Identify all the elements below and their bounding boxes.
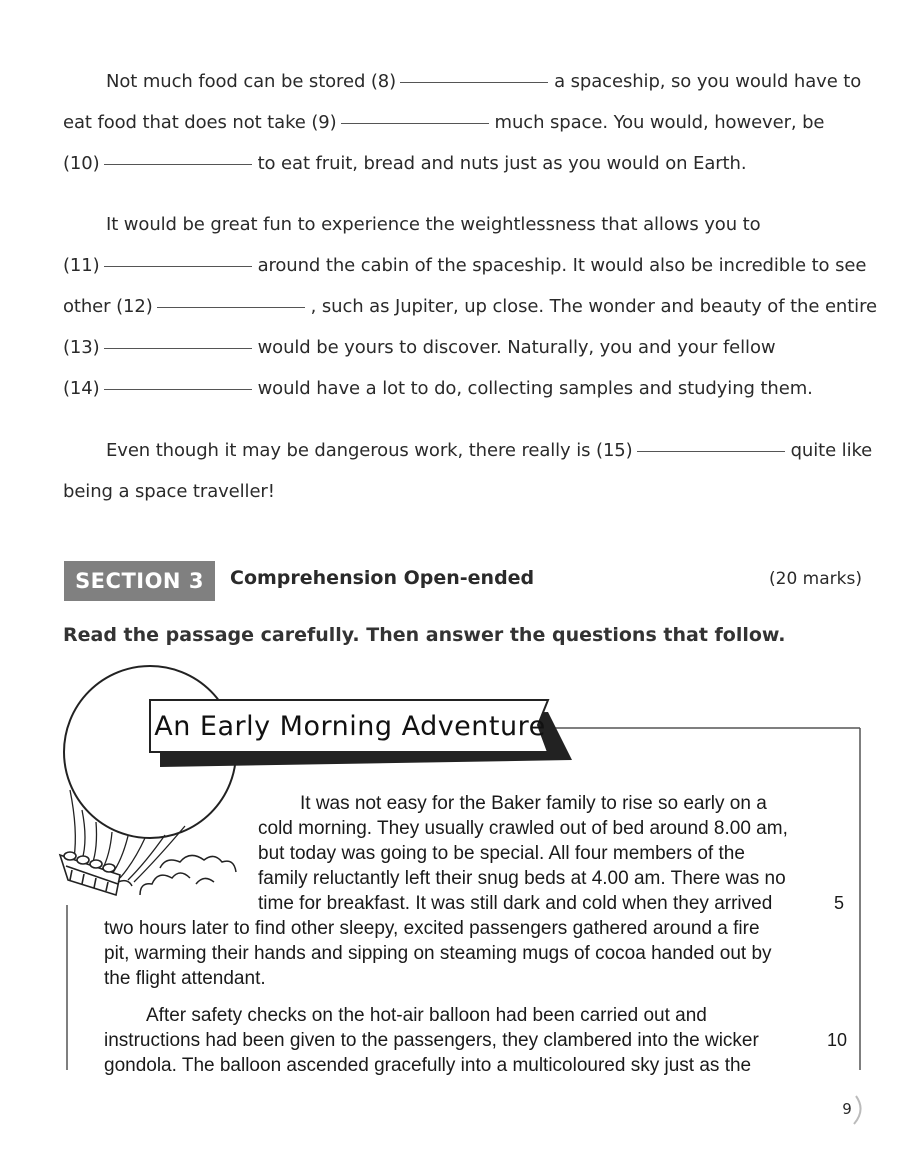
cloze-line: Not much food can be stored (8) a spaceship, so you would have to	[106, 71, 862, 92]
cloze-line: other (12) , such as Jupiter, up close. The wonder and beauty of the entire	[63, 296, 877, 317]
story-line: two hours later to find other sleepy, excited passengers gathered around a fire	[104, 918, 760, 939]
cloze-line: (13) would be yours to discover. Naturally, you and your fellow	[63, 337, 776, 358]
section-badge: SECTION 3	[64, 561, 215, 601]
story-line: family reluctantly left their snug beds at 4.00 am. There was no	[258, 868, 786, 889]
cloze-line: (10) to eat fruit, bread and nuts just as you would on Earth.	[63, 153, 747, 174]
line-number: 5	[834, 893, 845, 913]
cloze-line: (14) would have a lot to do, collecting samples and studying them.	[63, 378, 813, 399]
story-title: An Early Morning Adventure	[154, 710, 546, 742]
story-line: pit, warming their hands and sipping on steaming mugs of cocoa handed out by	[104, 943, 772, 964]
story-line: time for breakfast. It was still dark and cold when they arrived	[258, 893, 773, 914]
cloze-line: It would be great fun to experience the weightlessness that allows you to	[106, 214, 761, 235]
story-line: gondola. The balloon ascended gracefully into a multicoloured sky just as the	[104, 1055, 752, 1076]
section-marks: (20 marks)	[769, 569, 862, 589]
story-line: After safety checks on the hot-air balloon had been carried out and	[146, 1005, 707, 1026]
story-line: instructions had been given to the passengers, they clambered into the wicker	[104, 1030, 759, 1051]
section-title: Comprehension Open-ended	[230, 567, 535, 589]
line-number: 10	[827, 1030, 848, 1050]
story-line: but today was going to be special. All four members of the	[258, 843, 745, 864]
cloze-line: (11) around the cabin of the spaceship. It would also be incredible to see	[63, 255, 867, 276]
cloze-line: Even though it may be dangerous work, there really is (15) quite like	[106, 440, 873, 461]
story-line: It was not easy for the Baker family to rise so early on a	[300, 793, 767, 814]
story-line: the flight attendant.	[104, 968, 266, 989]
instruction: Read the passage carefully. Then answer the questions that follow.	[63, 624, 786, 646]
story-line: cold morning. They usually crawled out of bed around 8.00 am,	[258, 818, 788, 839]
cloze-line: eat food that does not take (9) much space. You would, however, be	[63, 112, 825, 133]
cloze-line: being a space traveller!	[63, 481, 275, 502]
page-number: 9	[842, 1100, 852, 1118]
